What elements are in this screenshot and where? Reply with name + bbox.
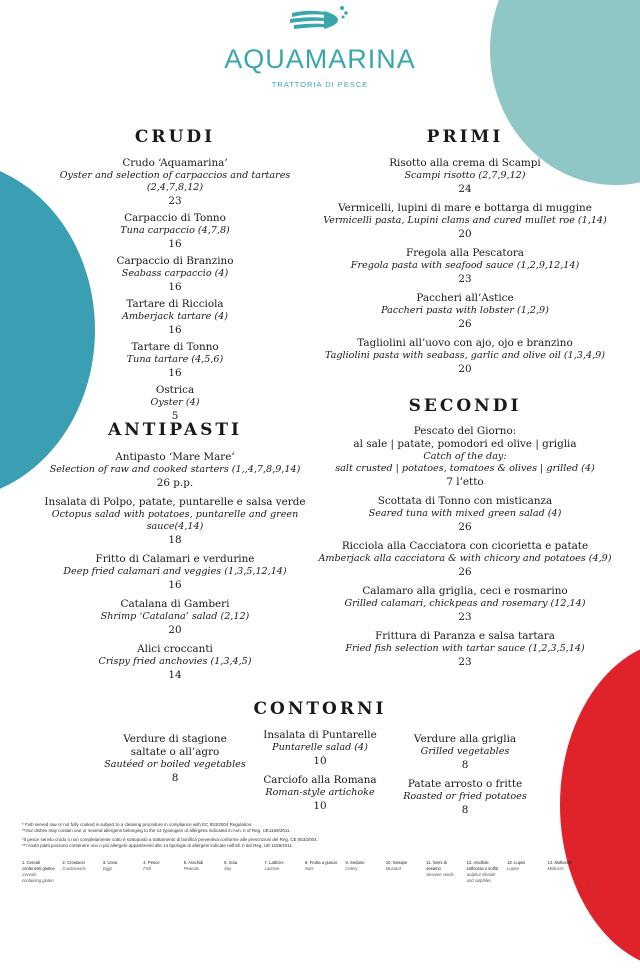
- menu-item: [320, 202, 610, 241]
- dish-name: Patate arrosto o fritte: [407, 778, 523, 790]
- allergen-name-it: 7. Latticini: [264, 860, 284, 865]
- section-title-crudi: CRUDI: [134, 127, 216, 147]
- dish-price: 16: [168, 238, 182, 250]
- menu-item: [40, 384, 310, 423]
- allergen-name-en: Molluscs: [547, 866, 564, 871]
- allergen-name-it: 12. Anidride solforosa e solfiti: [466, 860, 498, 871]
- dish-name: Ostrica: [155, 384, 195, 396]
- dish-description: Fried fish selection with tartar sauce (1,2,3,5,14): [345, 643, 585, 654]
- dish-name: Carpaccio di Tonno: [124, 212, 226, 224]
- dish-price: 8: [461, 804, 469, 816]
- allergen-name-it: 3. Uova: [102, 860, 118, 865]
- dish-price: 20: [458, 228, 472, 240]
- menu-item: [40, 341, 310, 380]
- allergen-name-it: 1. Cereali contenenti glutine: [22, 860, 55, 871]
- allergen-entry: [143, 860, 177, 884]
- dish-description: Roman-style artichoke: [265, 787, 375, 798]
- dish-name-line2: al sale | patate, pomodori ed olive | griglia: [353, 438, 577, 450]
- menu-item: [30, 553, 320, 592]
- menu-item: [310, 540, 620, 579]
- allergen-name-en: Celery: [345, 866, 358, 871]
- dish-description: Deep fried calamari and veggies (1,3,5,12,14): [63, 566, 287, 577]
- dish-name: Tartare di Tonno: [131, 341, 219, 353]
- menu-item: [310, 425, 620, 489]
- dish-name: Insalata di Puntarelle: [263, 729, 377, 741]
- allergen-name-it: 4. Pesce: [143, 860, 160, 865]
- dish-description: Catch of the day:: [423, 451, 507, 462]
- brand-tagline: TRATTORIA DI PESCE: [271, 80, 369, 89]
- footer-notes: [22, 822, 422, 849]
- allergen-name-it: 9. Sedano: [345, 860, 365, 865]
- allergen-name-it: 2. Crostacei: [62, 860, 85, 865]
- dish-description: Selection of raw and cooked starters (1,,4,7,8,9,14): [49, 464, 301, 475]
- allergen-name-it: 10. Senape: [385, 860, 408, 865]
- dish-description: Scampi risotto (2,7,9,12): [404, 170, 526, 181]
- allergen-name-en: Lactose: [264, 866, 280, 871]
- menu-item: [30, 451, 320, 490]
- allergen-name-en: Cereals containing gluten: [22, 872, 54, 883]
- secondi-list: [310, 425, 620, 675]
- dish-description: Tuna carpaccio (4,7,8): [120, 225, 230, 236]
- dish-price: 8: [461, 759, 469, 771]
- dish-price: 16: [168, 281, 182, 293]
- footer-note: *Il pesce servito crudo o non completamente cotto è sottoposto a trattamento di bonifica preventiva conforme alle prescrizioni del Reg. CE 853/2004.: [22, 837, 318, 842]
- dish-price: 23: [458, 656, 472, 668]
- dish-name: Carciofo alla Romana: [263, 774, 377, 786]
- dish-price: 16: [168, 579, 182, 591]
- menu-item: [310, 495, 620, 534]
- allergen-name-en: Mustard: [385, 866, 401, 871]
- dish-name: Insalata di Polpo, patate, puntarelle e salsa verde: [44, 496, 306, 508]
- allergen-entry: [305, 860, 339, 884]
- antipasti-list: [30, 451, 320, 688]
- allergen-entry: [507, 860, 541, 884]
- allergen-legend: [22, 860, 582, 884]
- dish-description: Amberjack tartare (4): [122, 311, 228, 322]
- menu-item: [240, 729, 400, 768]
- decorative-circle-bottom-right: [560, 640, 640, 970]
- menu-item: [320, 157, 610, 196]
- allergen-entry: [467, 860, 501, 884]
- allergen-entry: [265, 860, 299, 884]
- section-title-contorni: CONTORNI: [253, 699, 387, 719]
- dish-description: Shrimp ‘Catalana’ salad (2,12): [100, 611, 250, 622]
- dish-name: Tartare di Ricciola: [126, 298, 224, 310]
- dish-price: 24: [458, 183, 472, 195]
- dish-price: 18: [168, 534, 182, 546]
- dish-description: Grilled vegetables: [420, 746, 510, 757]
- dish-price: 8: [171, 772, 179, 784]
- dish-description: Amberjack alla cacciatora & with chicory and potatoes (4,9): [318, 553, 612, 564]
- allergen-name-en: Soy: [224, 866, 232, 871]
- footer-note: **Our dishes may contain one or several allergens belonging to the 14 typologies of allergens indicated in Ann. II of Reg. UE1169/2011.: [22, 828, 291, 833]
- contorni-left-column: [95, 733, 255, 791]
- primi-list: [320, 157, 610, 382]
- dish-price: 26 p.p.: [156, 477, 194, 489]
- menu-item: [40, 212, 310, 251]
- dish-price: 20: [168, 624, 182, 636]
- allergen-name-it: 8. Frutta a guscio: [304, 860, 338, 865]
- dish-name: Carpaccio di Branzino: [116, 255, 234, 267]
- menu-item: [40, 157, 310, 208]
- dish-description: Tuna tartare (4,5,6): [126, 354, 224, 365]
- menu-item: [310, 630, 620, 669]
- dish-description: Oyster and selection of carpaccios and tartares (2,4,7,8,12): [59, 170, 291, 193]
- dish-price: 10: [313, 755, 327, 767]
- dish-name: Crudo ‘Aquamarina’: [122, 157, 228, 169]
- allergen-entry: [547, 860, 581, 884]
- dish-price: 20: [458, 363, 472, 375]
- dish-price: 23: [458, 611, 472, 623]
- dish-description: Paccheri pasta with lobster (1,2,9): [381, 305, 549, 316]
- allergen-entry: [386, 860, 420, 884]
- dish-description: Vermicelli pasta, Lupini clams and cured mullet roe (1,14): [323, 215, 607, 226]
- menu-item: [30, 496, 320, 547]
- dish-price: 23: [458, 273, 472, 285]
- dish-price: 5: [171, 410, 179, 422]
- dish-name: Verdure di stagione: [123, 733, 227, 745]
- allergen-entry: [62, 860, 96, 884]
- allergen-name-en: Fish: [143, 866, 152, 871]
- dish-name: Verdure alla griglia: [413, 733, 517, 745]
- allergen-name-en: Eggs: [102, 866, 113, 871]
- menu-item: [320, 292, 610, 331]
- allergen-name-en: Sulphur dioxide and sulphites: [466, 872, 496, 883]
- section-title-antipasti: ANTIPASTI: [108, 420, 242, 440]
- dish-price: 7 l’etto: [446, 476, 484, 488]
- crudi-list: [40, 157, 310, 427]
- dish-description: Roasted or fried potatoes: [403, 791, 527, 802]
- dish-description: Fregola pasta with seafood sauce (1,2,9,12,14): [350, 260, 580, 271]
- allergen-name-it: 5. Arachidi: [183, 860, 204, 865]
- dish-description: Puntarelle salad (4): [272, 742, 368, 753]
- allergen-entry: [103, 860, 137, 884]
- dish-price: 26: [458, 521, 472, 533]
- menu-item: [40, 298, 310, 337]
- dish-price: 10: [313, 800, 327, 812]
- section-title-primi: PRIMI: [426, 127, 504, 147]
- allergen-name-en: Nuts: [304, 866, 314, 871]
- menu-item: [385, 778, 545, 817]
- dish-name: Paccheri all’Astice: [416, 292, 514, 304]
- dish-description: Crispy fried anchovies (1,3,4,5): [98, 656, 252, 667]
- contorni-center-column: [240, 729, 400, 819]
- allergen-name-it: 6. Soia: [224, 860, 238, 865]
- menu-item: [95, 733, 255, 785]
- dish-name: Pescato del Giorno:: [413, 425, 517, 437]
- menu-item: [30, 598, 320, 637]
- brand-name: AQUAMARINA: [224, 44, 416, 74]
- allergen-entry: [345, 860, 379, 884]
- allergen-name-it: 13. Lupini: [507, 860, 526, 865]
- allergen-entry: [22, 860, 56, 884]
- dish-price: 23: [168, 195, 182, 207]
- dish-price: 14: [168, 669, 182, 681]
- dish-price: 26: [458, 318, 472, 330]
- allergen-name-it: 14. Molluschi: [547, 860, 572, 865]
- dish-description: Sautéed or boiled vegetables: [104, 759, 246, 770]
- dish-description-line2: salt crusted | potatoes, tomatoes & olives | grilled (4): [335, 463, 595, 474]
- menu-item: [310, 585, 620, 624]
- menu-item: [40, 255, 310, 294]
- dish-name: Catalana di Gamberi: [120, 598, 230, 610]
- dish-name-line2: saltate o all’agro: [130, 746, 220, 758]
- menu-item: [320, 337, 610, 376]
- dish-price: 26: [458, 566, 472, 578]
- menu-item: [240, 774, 400, 813]
- allergen-name-it: 11. Semi di sesamo: [426, 860, 447, 871]
- page-number: 1: [590, 882, 594, 889]
- dish-name: Fritto di Calamari e verdurine: [95, 553, 255, 565]
- dish-name: Ricciola alla Cacciatora con cicorietta e patate: [341, 540, 589, 552]
- dish-description: Grilled calamari, chickpeas and rosemary (12,14): [344, 598, 586, 609]
- dish-name: Alici croccanti: [137, 643, 213, 655]
- section-title-secondi: SECONDI: [408, 396, 522, 416]
- fork-logo-icon: [288, 3, 352, 33]
- dish-name: Calamaro alla griglia, ceci e rosmarino: [362, 585, 568, 597]
- allergen-name-en: Crustaceans: [62, 866, 86, 871]
- allergen-name-en: Lupins: [507, 866, 520, 871]
- dish-name: Frittura di Paranza e salsa tartara: [375, 630, 555, 642]
- allergen-name-en: Peanuts: [183, 866, 200, 871]
- dish-description: Octopus salad with potatoes, puntarelle and green sauce(4,14): [51, 509, 299, 532]
- allergen-entry: [426, 860, 460, 884]
- contorni-right-column: [385, 733, 545, 823]
- dish-name: Risotto alla crema di Scampi: [389, 157, 541, 169]
- menu-item: [30, 643, 320, 682]
- dish-name: Vermicelli, lupini di mare e bottarga di muggine: [338, 202, 592, 214]
- dish-description: Tagliolini pasta with seabass, garlic and olive oil (1,3,4,9): [325, 350, 605, 361]
- dish-name: Scottata di Tonno con misticanza: [377, 495, 553, 507]
- dish-price: 16: [168, 367, 182, 379]
- footer-note: **I nostri piatti possono contenere uno o più allergeni appartenenti alle 14 tipologie di allergeni indicate nell’all. II del Reg. UE 1169/2011.: [22, 843, 294, 848]
- dish-price: 16: [168, 324, 182, 336]
- menu-item: [385, 733, 545, 772]
- dish-name: Fregola alla Pescatora: [405, 247, 524, 259]
- allergen-entry: [224, 860, 258, 884]
- allergen-entry: [184, 860, 218, 884]
- menu-item: [320, 247, 610, 286]
- dish-description: Oyster (4): [150, 397, 200, 408]
- footer-note: * Fish served raw or not fully cooked is subject to a cleaning procedure in compliance with EC 853/2004 Regulation.: [22, 822, 253, 827]
- dish-name: Antipasto ‘Mare Mare’: [115, 451, 235, 463]
- dish-name: Tagliolini all’uovo con ajo, ojo e branzino: [357, 337, 573, 349]
- allergen-name-en: Sesame seeds: [426, 872, 454, 877]
- dish-description: Seared tuna with mixed green salad (4): [368, 508, 562, 519]
- dish-description: Seabass carpaccio (4): [121, 268, 229, 279]
